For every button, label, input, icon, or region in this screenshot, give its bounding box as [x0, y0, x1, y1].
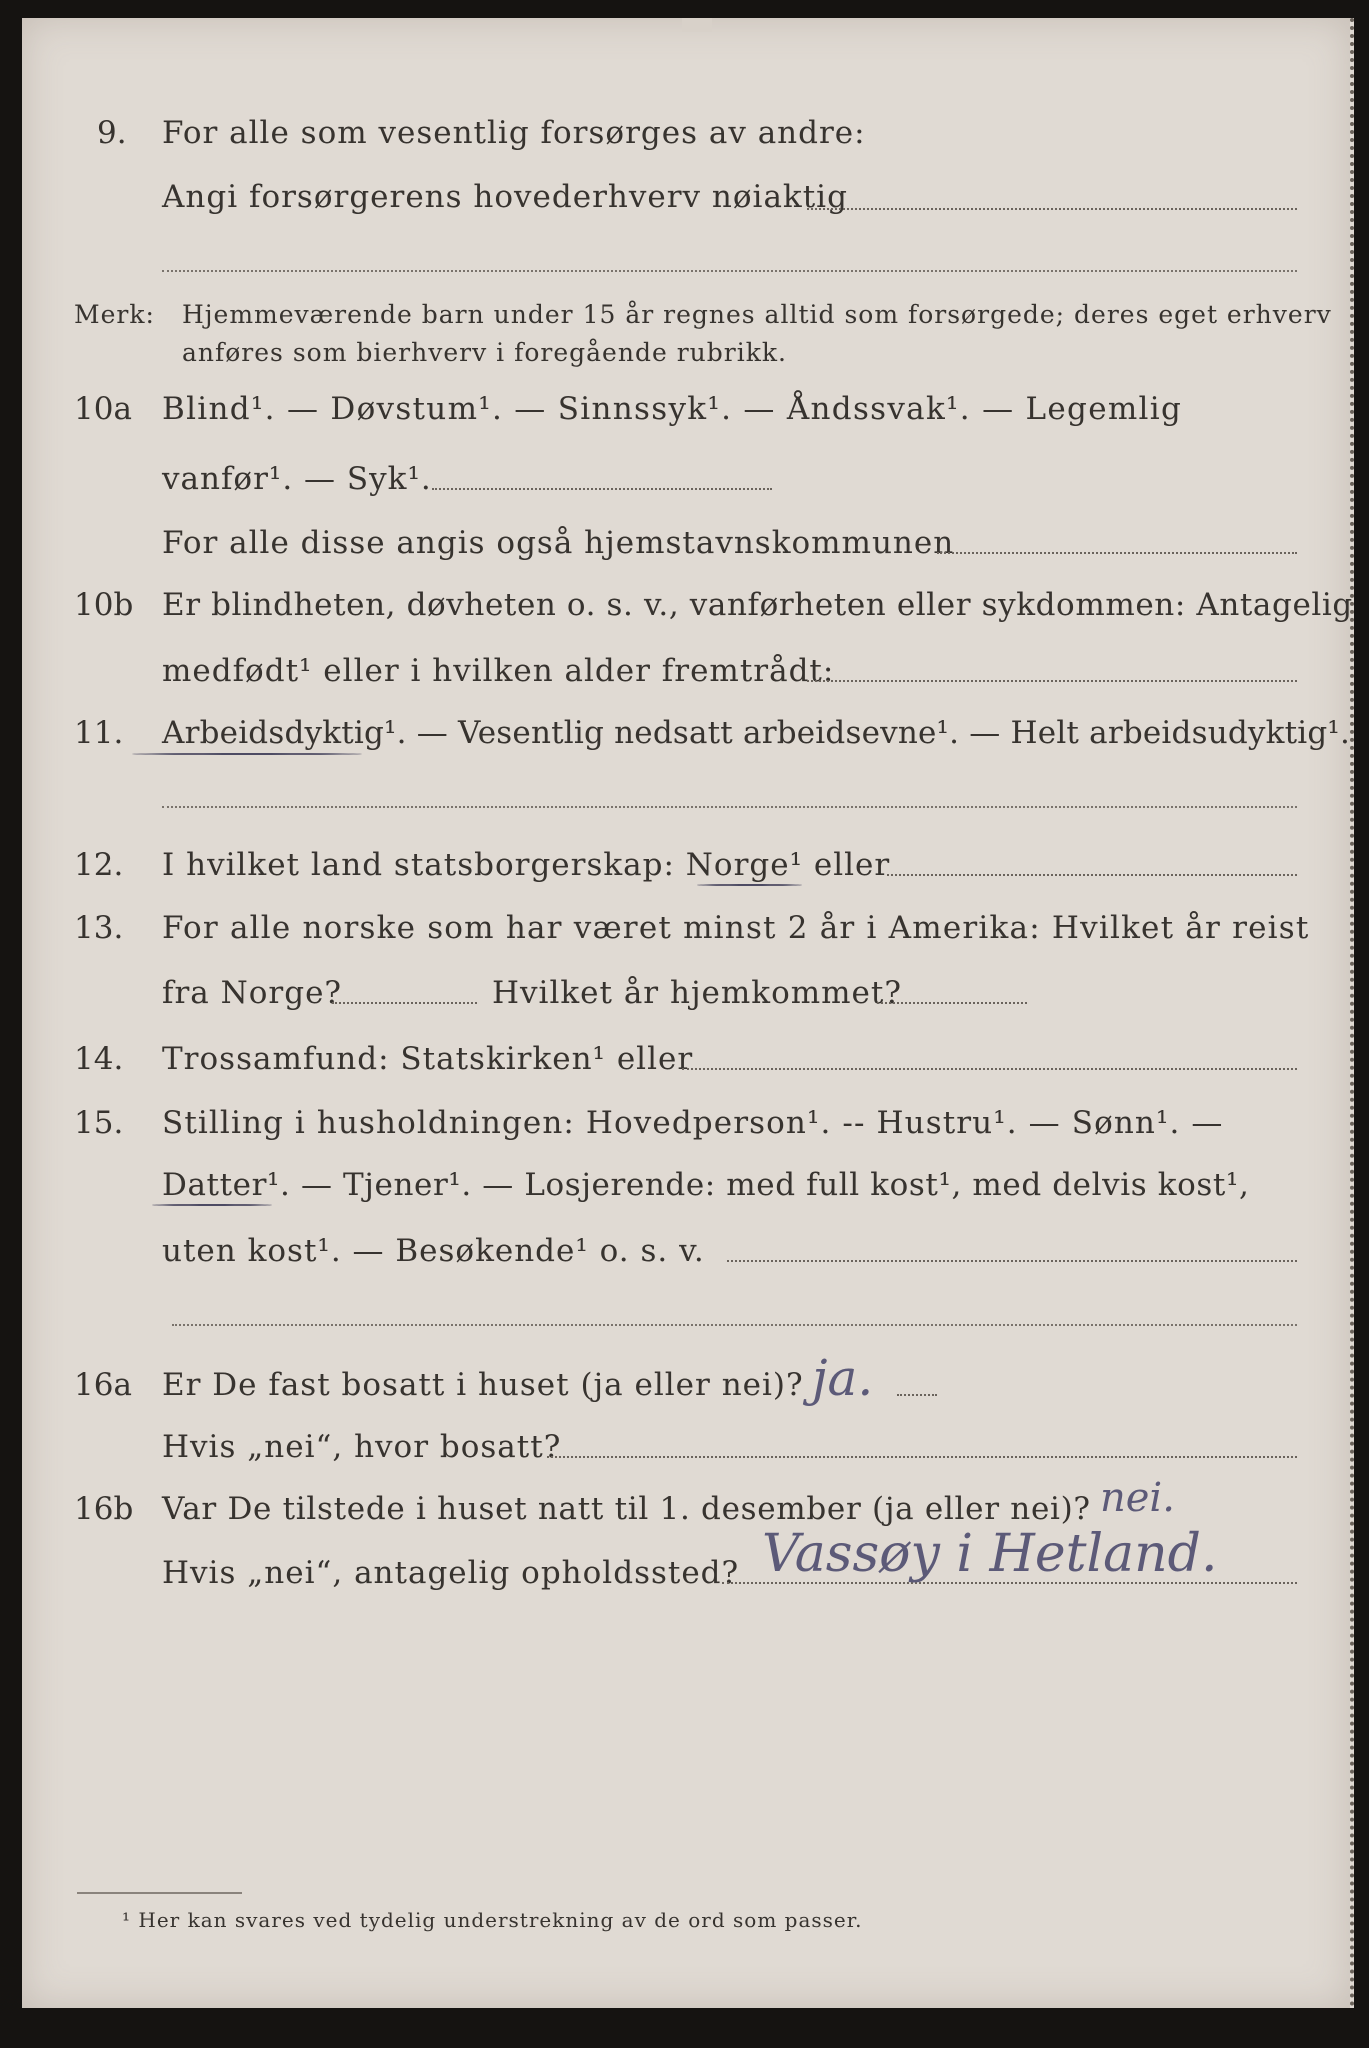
q15-answer-line[interactable]	[727, 1260, 1297, 1262]
q12-number: 12.	[74, 847, 124, 883]
q15-line1: Stilling i husholdningen: Hovedperson¹. -- Hustru¹. — Sønn¹. —	[162, 1105, 1224, 1141]
q14-answer-line[interactable]	[682, 1068, 1297, 1070]
q10a-answer-line[interactable]	[432, 488, 772, 490]
q10b-answer-line[interactable]	[807, 680, 1297, 682]
q10a-line1: Blind¹. — Døvstum¹. — Sinnssyk¹. — Åndssvak¹. — Legemlig	[162, 391, 1183, 427]
merk-line2: anføres som bierhverv i foregående rubrikk.	[182, 338, 787, 367]
footnote: ¹ Her kan svares ved tydelig understrekning av de ord som passer.	[122, 1908, 863, 1932]
q11-underline-arbeidsdyktig	[132, 753, 362, 755]
q16b-line1: Var De tilstede i huset natt til 1. desember (ja eller nei)?	[162, 1491, 1091, 1527]
q10b-line1: Er blindheten, døvheten o. s. v., vanførheten eller sykdommen: Antagelig	[162, 587, 1353, 623]
q15-number: 15.	[74, 1105, 124, 1141]
q12-answer-line[interactable]	[887, 874, 1297, 876]
merk-line1: Hjemmeværende barn under 15 år regnes alltid som forsørgede; deres eget erhverv	[182, 300, 1332, 329]
q15-line3: uten kost¹. — Besøkende¹ o. s. v.	[162, 1233, 705, 1269]
merk-label: Merk:	[74, 300, 155, 329]
q9-answer-line[interactable]	[807, 208, 1297, 210]
q13-line1: For alle norske som har været minst 2 år i Amerika: Hvilket år reist	[162, 910, 1310, 946]
q15-line2: Datter¹. — Tjener¹. — Losjerende: med full kost¹, med delvis kost¹,	[162, 1167, 1250, 1203]
q10b-number: 10b	[74, 587, 134, 623]
q9-line2: Angi forsørgerens hovederhverv nøiaktig	[162, 179, 848, 215]
q10a-line2: vanfør¹. — Syk¹.	[162, 461, 432, 497]
q10a-hjemstavn-line[interactable]	[937, 552, 1297, 554]
q13-hjemkommet-line[interactable]	[877, 1002, 1027, 1004]
q16a-answer-line[interactable]	[897, 1394, 937, 1396]
q13-reist-line[interactable]	[332, 1002, 477, 1004]
q9-answer-line-2[interactable]	[162, 270, 1297, 272]
q15-underline-datter	[152, 1204, 272, 1206]
q10b-line2: medfødt¹ eller i hvilken alder fremtrådt:	[162, 653, 835, 689]
q16b-handwritten-answer-2: Vassøy i Hetland.	[762, 1524, 1218, 1584]
footnote-rule	[77, 1892, 242, 1894]
q16b-number: 16b	[74, 1491, 134, 1527]
q10a-number: 10a	[74, 391, 132, 427]
q13-line2b: Hvilket år hjemkommet?	[492, 975, 902, 1011]
q14-line1: Trossamfund: Statskirken¹ eller	[162, 1041, 694, 1077]
q14-number: 14.	[74, 1041, 124, 1077]
q10a-line3: For alle disse angis også hjemstavnskommunen	[162, 525, 955, 561]
q11-answer-line[interactable]	[162, 806, 1297, 808]
q13-line2a: fra Norge?	[162, 975, 343, 1011]
q16a-line2: Hvis „nei“, hvor bosatt?	[162, 1429, 562, 1465]
q11-number: 11.	[74, 715, 124, 751]
q16a-handwritten-answer: ja.	[812, 1349, 874, 1407]
q16a-number: 16a	[74, 1367, 132, 1403]
q9-line1: For alle som vesentlig forsørges av andre:	[162, 115, 866, 151]
q16b-handwritten-answer-1: nei.	[1100, 1475, 1175, 1521]
form-page	[22, 18, 1354, 2008]
q13-number: 13.	[74, 910, 124, 946]
q12-line1: I hvilket land statsborgerskap: Norge¹ eller	[162, 847, 891, 883]
q16b-line2: Hvis „nei“, antagelig opholdssted?	[162, 1555, 740, 1591]
q12-underline-norge	[697, 884, 802, 886]
q15-answer-line-2[interactable]	[172, 1324, 1297, 1326]
page-fold	[682, 18, 712, 32]
q16a-bosatt-line[interactable]	[547, 1456, 1297, 1458]
q11-line1: Arbeidsdyktig¹. — Vesentlig nedsatt arbeidsevne¹. — Helt arbeidsudyktig¹.	[162, 715, 1351, 751]
q9-number: 9.	[97, 115, 127, 151]
q16a-line1: Er De fast bosatt i huset (ja eller nei)?	[162, 1367, 804, 1403]
